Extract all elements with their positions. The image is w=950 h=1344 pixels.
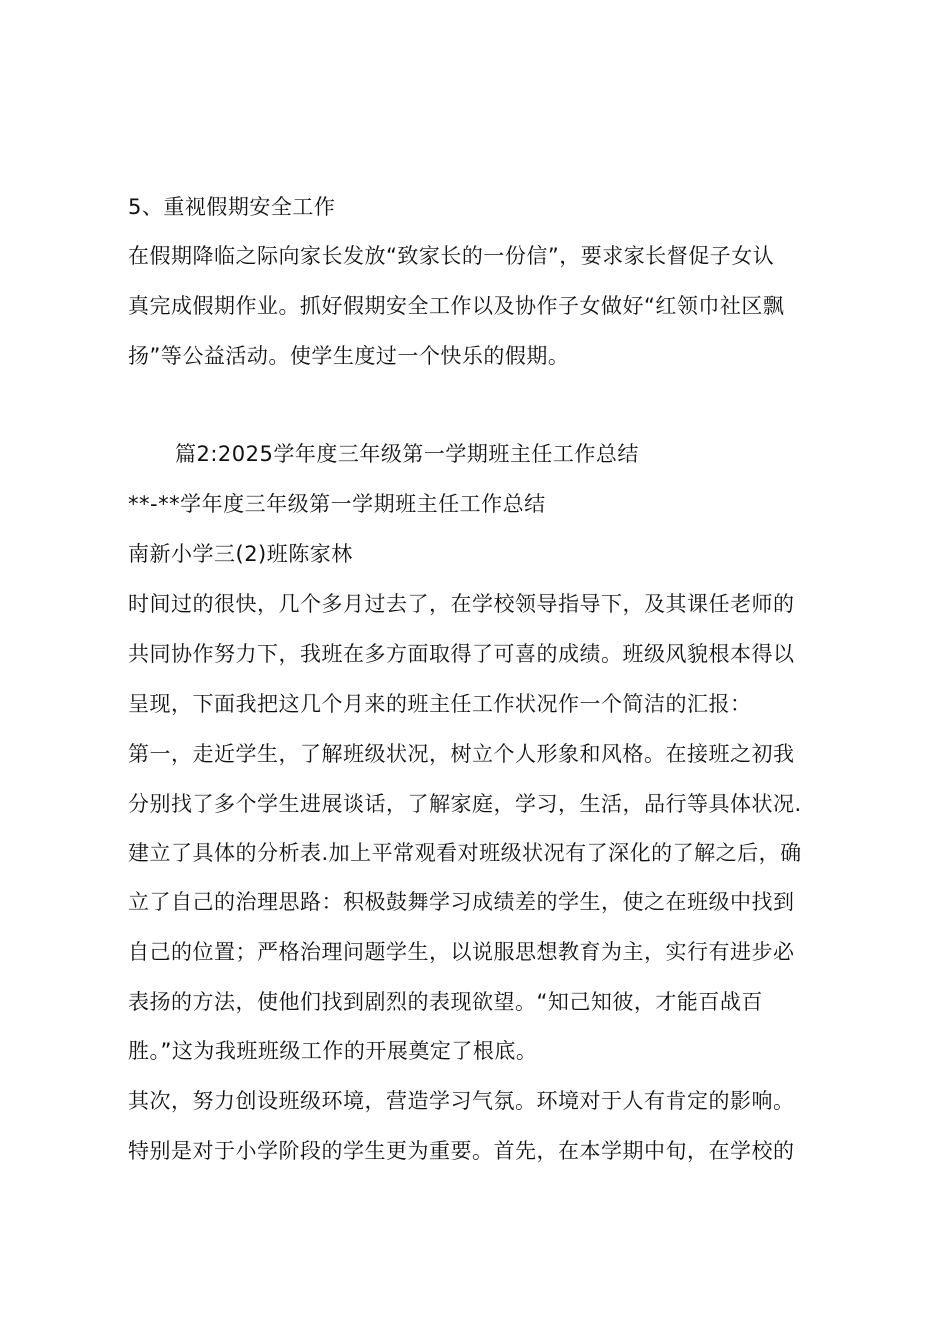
paragraph-line: 自己的位置；严格治理问题学生，以说服思想教育为主，实行有进步必 <box>128 940 795 964</box>
paragraph-line: 建立了具体的分析表.加上平常观看对班级状况有了深化的了解之后，确 <box>128 841 802 865</box>
paragraph-line: 特别是对于小学阶段的学生更为重要。首先，在本学期中旬，在学校的 <box>128 1139 795 1163</box>
paragraph-line: 立了自己的治理思路：积极鼓舞学习成绩差的学生，使之在班级中找到 <box>128 890 795 914</box>
author-line: 南新小学三(2)班陈家林 <box>128 542 353 566</box>
paragraph-line: 表扬的方法，使他们找到剧烈的表现欲望。“知己知彼，才能百战百 <box>128 990 763 1014</box>
paragraph-line: 其次，努力创设班级环境，营造学习气氛。环境对于人有肯定的影响。 <box>128 1089 795 1113</box>
paragraph-line: 在假期降临之际向家长发放“致家长的一份信”，要求家长督促子女认 <box>128 244 775 268</box>
paragraph-line: 扬”等公益活动。使学生度过一个快乐的假期。 <box>128 344 570 368</box>
paragraph-line: 真完成假期作业。抓好假期安全工作以及协作子女做好“红领巾社区飘 <box>128 294 785 318</box>
paragraph-line: 时间过的很快，几个多月过去了，在学校领导指导下，及其课任老师的 <box>128 592 795 616</box>
article-subtitle: **-**学年度三年级第一学期班主任工作总结 <box>128 492 546 516</box>
paragraph-line: 分别找了多个学生进展谈话，了解家庭，学习，生活，品行等具体状况. <box>128 792 802 816</box>
paragraph-line: 第一，走近学生，了解班级状况，树立个人形象和风格。在接班之初我 <box>128 742 795 766</box>
paragraph-line: 胜。”这为我班班级工作的开展奠定了根底。 <box>128 1039 538 1063</box>
article-title: 篇2:2025学年度三年级第一学期班主任工作总结 <box>175 442 639 466</box>
section-heading: 5、重视假期安全工作 <box>128 195 336 219</box>
paragraph-line: 共同协作努力下，我班在多方面取得了可喜的成绩。班级风貌根本得以 <box>128 642 795 666</box>
paragraph-line: 呈现，下面我把这几个月来的班主任工作状况作一个简洁的汇报： <box>128 692 752 716</box>
